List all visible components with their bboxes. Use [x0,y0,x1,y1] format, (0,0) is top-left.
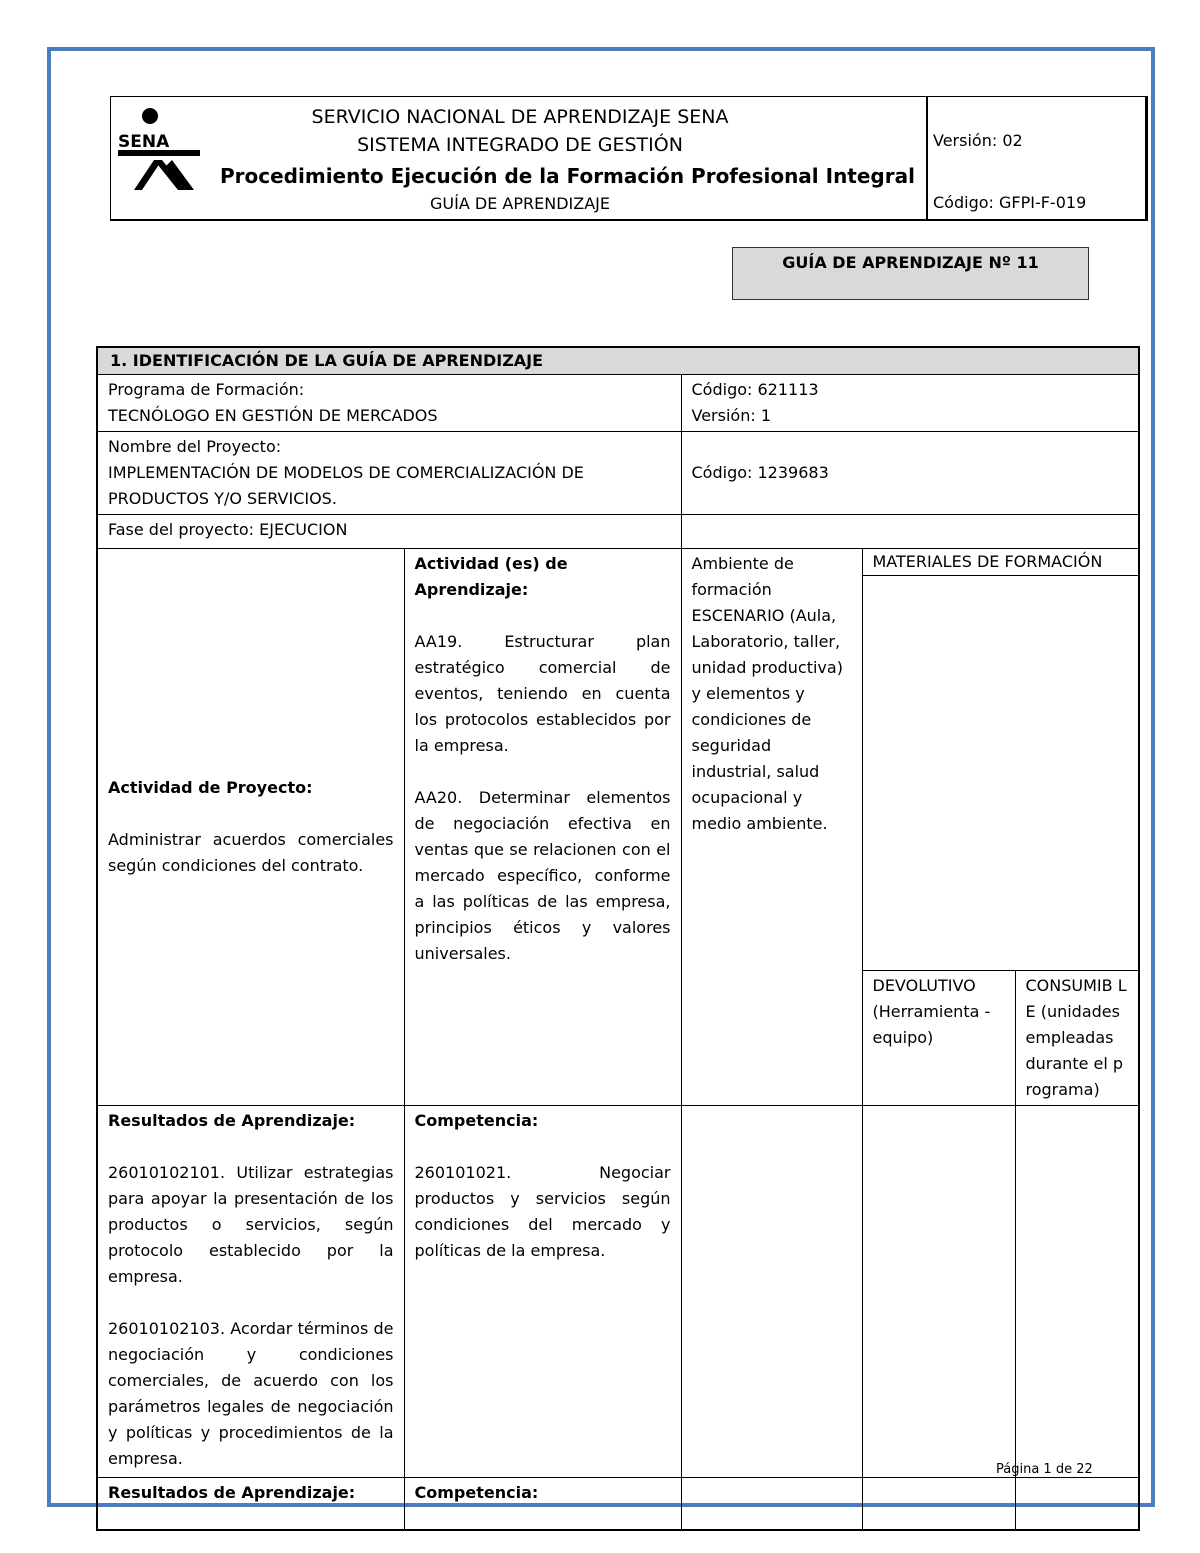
competencia-label: Competencia: [414,1111,539,1130]
programa-cell [97,375,681,432]
actividad-proyecto-label: Actividad de Proyecto: [108,778,313,797]
sena-logo-text: SENA [118,132,170,152]
programa-value: TECNÓLOGO EN GESTIÓN DE MERCADOS [108,406,438,425]
programa-code-cell [681,375,1139,432]
header-line-3: Procedimiento Ejecución de la Formación Profesional Integral [220,164,915,188]
header-line-2: SISTEMA INTEGRADO DE GESTIÓN [357,134,683,156]
materiales-header-cell [862,549,1139,971]
empty-cell [862,1106,1015,1478]
resultados-label: Resultados de Aprendizaje: [108,1111,356,1130]
header-code: Código: GFPI-F-019 [933,193,1087,212]
actividades-cell [404,549,681,1106]
section-title: 1. IDENTIFICACIÓN DE LA GUÍA DE APRENDIZAJE [97,347,1139,375]
programa-label: Programa de Formación: [108,380,305,399]
materiales-label: MATERIALES DE FORMACIÓN [863,549,1139,576]
programa-codigo: Código: 621113 [691,380,819,399]
empty-cell [1015,1478,1139,1530]
proyecto-code-cell [681,432,1139,515]
identification-table [96,346,1140,1531]
fase-cell: Fase del proyecto: EJECUCION [97,515,681,549]
header-version: Versión: 02 [933,131,1023,150]
competencia-cell [404,1106,681,1478]
header-line-1: SERVICIO NACIONAL DE APRENDIZAJE SENA [311,106,729,128]
programa-version: Versión: 1 [691,406,771,425]
empty-cell [681,1478,862,1530]
actividad-proyecto-cell [97,549,404,1106]
header-divider [926,96,928,220]
resultados-label-2: Resultados de Aprendizaje: [97,1478,404,1530]
aa20-text: AA20. Determinar elementos de negociación efectiva en ventas que se relacionen con el mercado específico, conforme a las políticas de las empresa, principios éticos y valores universales. [414,788,671,963]
devolutivo-cell: DEVOLUTIVO (Herramienta - equipo) [862,971,1015,1106]
empty-cell [681,1106,862,1478]
proyecto-cell [97,432,681,515]
competencia-1: 260101021. Negociar productos y servicios según condiciones del mercado y políticas de la empresa. [414,1163,671,1260]
resultado-1: 26010102101. Utilizar estrategias para apoyar la presentación de los productos o servicios, según protocolo establecido por la empresa. [108,1163,394,1286]
guia-number-box: GUÍA DE APRENDIZAJE Nº 11 [732,247,1089,300]
consumible-cell: CONSUMIB LE (unidades empleadas durante el programa) [1015,971,1139,1106]
sena-logo [114,104,204,194]
resultado-2: 26010102103. Acordar términos de negociación y condiciones comerciales, de acuerdo con los parámetros legales de negociación y políticas y procedimientos de la empresa. [108,1319,394,1468]
page-number: Página 1 de 22 [996,1462,1093,1477]
proyecto-codigo: Código: 1239683 [691,463,829,482]
header-line-4: GUÍA DE APRENDIZAJE [430,194,610,213]
proyecto-label: Nombre del Proyecto: [108,437,282,456]
sena-logo-icon [114,104,204,194]
proyecto-value: IMPLEMENTACIÓN DE MODELOS DE COMERCIALIZACIÓN DE PRODUCTOS Y/O SERVICIOS. [108,463,584,508]
actividad-proyecto-value: Administrar acuerdos comerciales según condiciones del contrato. [108,830,394,875]
fase-empty-cell [681,515,1139,549]
empty-cell [1015,1106,1139,1478]
ambiente-cell: Ambiente de formación ESCENARIO (Aula, Laboratorio, taller, unidad productiva) y elementos y condiciones de seguridad industrial, salud ocupacional y medio ambiente. [681,549,862,1106]
competencia-label-2: Competencia: [404,1478,681,1530]
aa19-text: AA19. Estructurar plan estratégico comercial de eventos, teniendo en cuenta los protocolos establecidos por la empresa. [414,632,671,755]
empty-cell [862,1478,1015,1530]
resultados-cell [97,1106,404,1478]
actividades-label: Actividad (es) de Aprendizaje: [414,554,568,599]
